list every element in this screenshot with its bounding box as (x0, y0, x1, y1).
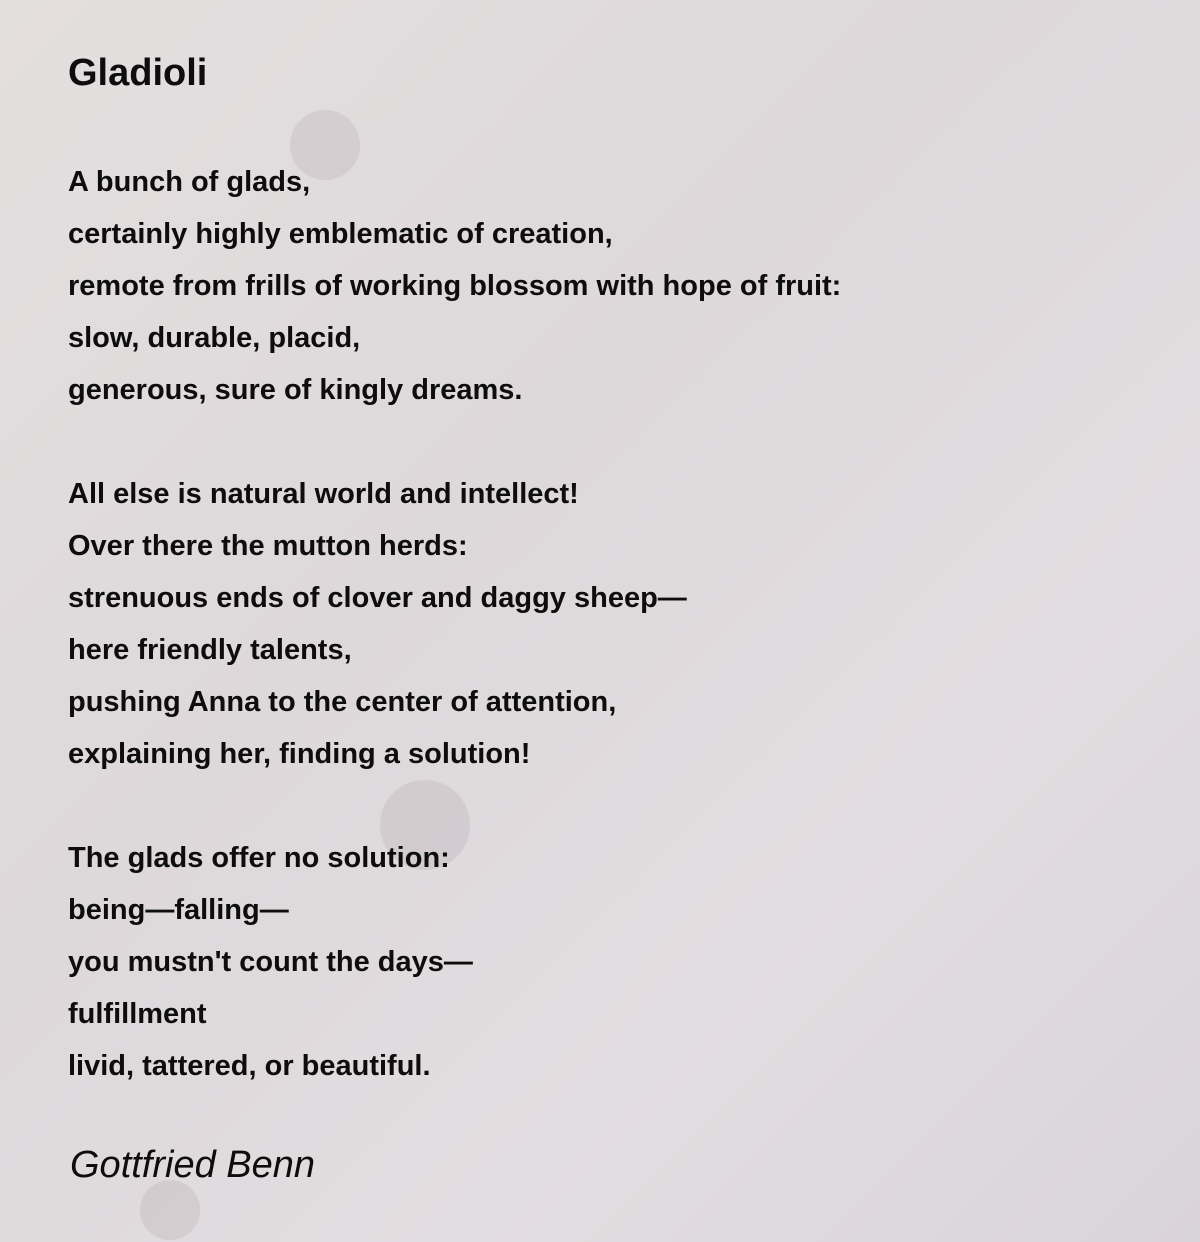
poem-line: you mustn't count the days— (68, 946, 473, 978)
stanza-2 (68, 468, 841, 780)
poem-line: Over there the mutton herds: (68, 530, 468, 562)
poem-line: remote from frills of working blossom with hope of fruit: (68, 270, 842, 302)
poem-title: Gladioli (68, 52, 208, 94)
poem-line: here friendly talents, (68, 634, 352, 666)
poem-line: being—falling— (68, 894, 289, 926)
stanza-1 (68, 156, 841, 416)
poem-line: explaining her, finding a solution! (68, 738, 531, 770)
poem-line: certainly highly emblematic of creation, (68, 218, 613, 250)
poem-line: pushing Anna to the center of attention, (68, 686, 617, 718)
ink-blot (140, 1180, 200, 1240)
poem-author: Gottfried Benn (70, 1144, 316, 1186)
poem-line: slow, durable, placid, (68, 322, 361, 354)
poem-line: livid, tattered, or beautiful. (68, 1050, 431, 1082)
poem-line: strenuous ends of clover and daggy sheep— (68, 582, 687, 614)
poem-line: A bunch of glads, (68, 166, 311, 198)
poem-line: fulfillment (68, 998, 207, 1030)
poem-line: generous, sure of kingly dreams. (68, 374, 523, 406)
poem-line: All else is natural world and intellect! (68, 478, 579, 510)
poem-line: The glads offer no solution: (68, 842, 450, 874)
poem-body (68, 156, 841, 1144)
stanza-3 (68, 832, 841, 1092)
